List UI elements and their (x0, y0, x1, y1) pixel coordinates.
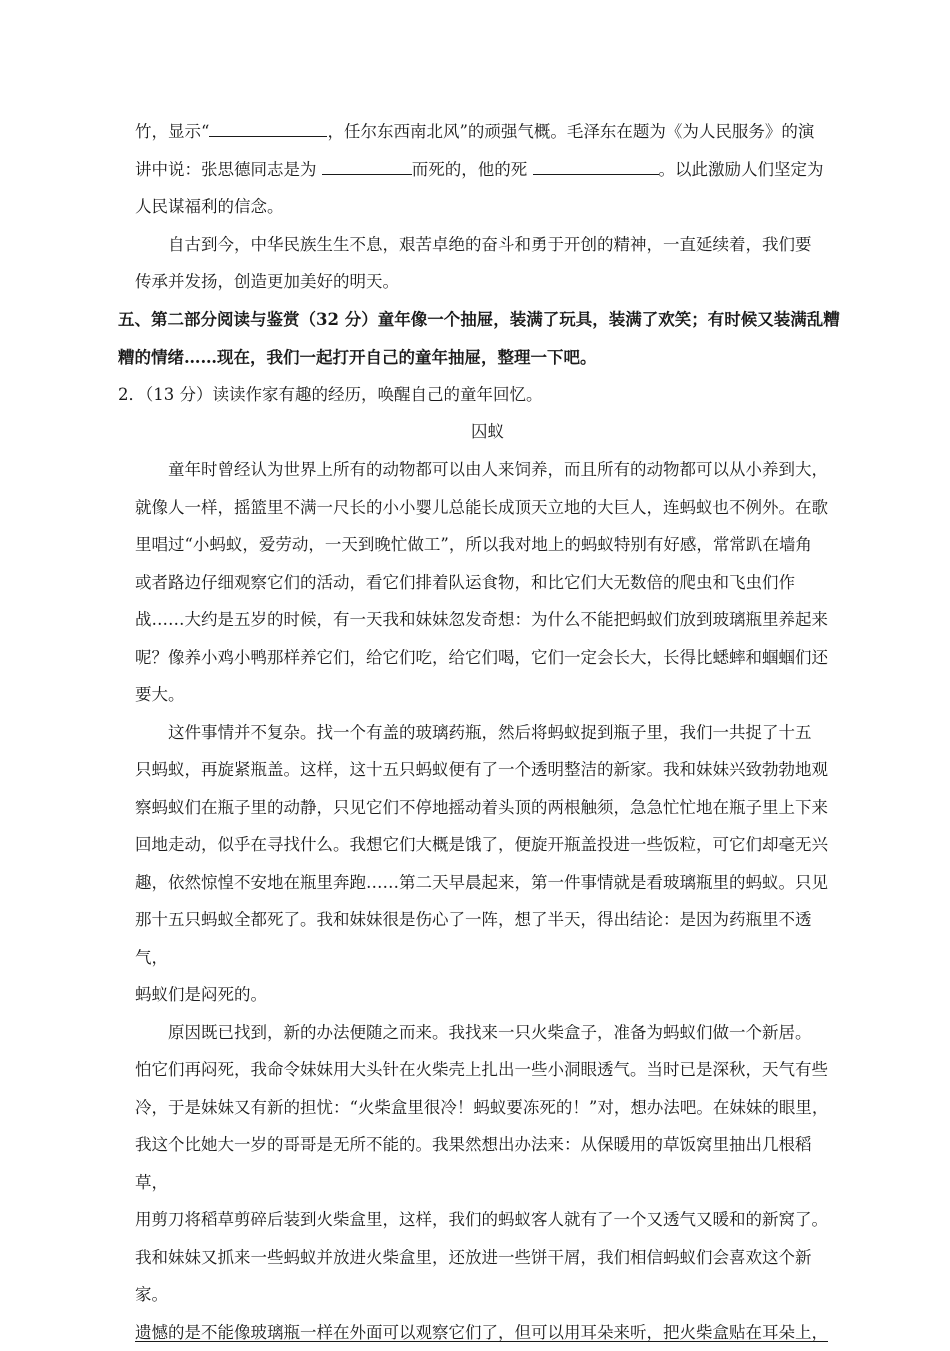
text-span: 。以此激励人们坚定为 (659, 160, 824, 179)
para-2-line: 那十五只蚂蚁全都死了。我和妹妹很是伤心了一阵，想了半天，得出结论：是因为药瓶里不透气， (135, 901, 840, 976)
fill-blank-2[interactable] (322, 157, 412, 175)
para-1-line: 里唱过“小蚂蚁，爱劳动，一天到晚忙做工”，所以我对地上的蚂蚁特别有好感，常常趴在墙角 (135, 526, 840, 564)
section-heading-line-2: 糟的情绪……现在，我们一起打开自己的童年抽屉，整理一下吧。 (118, 339, 848, 377)
para-3-line: 怕它们再闷死，我命令妹妹用大头针在火柴壳上扎出一些小洞眼透气。当时已是深秋，天气有些 (135, 1051, 840, 1089)
para-1-line: 要大。 (135, 676, 840, 714)
section-heading-line-1: 五、第二部分阅读与鉴赏（32 分）童年像一个抽屉，装满了玩具，装满了欢笑；有时候又装满乱糟 (118, 301, 848, 339)
para-2-line: 趣，依然惊惶不安地在瓶里奔跑……第二天早晨起来，第一件事情就是看玻璃瓶里的蚂蚁。只见 (135, 864, 840, 902)
text-span: ，任尔东西南北风”的顽强气概。毛泽东在题为《为人民服务》的演 (327, 122, 814, 141)
para-2-line: 这件事情并不复杂。找一个有盖的玻璃药瓶，然后将蚂蚁捉到瓶子里，我们一共捉了十五 (135, 714, 840, 752)
article-title: 囚蚁 (135, 413, 840, 451)
article-title-block (135, 413, 840, 451)
para-2-line: 回地走动，似乎在寻找什么。我想它们大概是饿了，便旋开瓶盖投进一些饭粒，可它们却毫无兴 (135, 826, 840, 864)
para-3-line: 用剪刀将稻草剪碎后装到火柴盒里，这样，我们的蚂蚁客人就有了一个又透气又暖和的新窝了。 (135, 1201, 840, 1239)
para-2-line: 蚂蚁们是闷死的。 (135, 976, 840, 1014)
para-1-line: 战……大约是五岁的时候，有一天我和妹妹忽发奇想：为什么不能把蚂蚁们放到玻璃瓶里养起来 (135, 601, 840, 639)
fill-blank-3[interactable] (533, 157, 659, 175)
para-1-line: 就像人一样，摇篮里不满一尺长的小小婴儿总能长成顶天立地的大巨人，连蚂蚁也不例外。在歌 (135, 489, 840, 527)
para-2-line: 只蚂蚁，再旋紧瓶盖。这样，这十五只蚂蚁便有了一个透明整洁的新家。我和妹妹兴致勃勃地观 (135, 751, 840, 789)
para-3-line: 我这个比她大一岁的哥哥是无所不能的。我果然想出办法来：从保暖用的草饭窝里抽出几根稻草， (135, 1126, 840, 1201)
para-3-line: 原因既已找到，新的办法便随之而来。我找来一只火柴盒子，准备为蚂蚁们做一个新居。 (135, 1014, 840, 1052)
para-1-line: 呢？像养小鸡小鸭那样养它们，给它们吃，给它们喝，它们一定会长大，长得比蟋蟀和蝈蝈们还 (135, 639, 840, 677)
fill-blank-1[interactable] (209, 119, 327, 137)
text-span: 竹，显示“ (135, 122, 209, 141)
para-3-line: 我和妹妹又抓来一些蚂蚁并放进火柴盒里，还放进一些饼干屑，我们相信蚂蚁们会喜欢这个新家。 (135, 1239, 840, 1314)
para2-line-1: 自古到今，中华民族生生不息，艰苦卓绝的奋斗和勇于开创的精神，一直延续着，我们要 (135, 226, 840, 264)
article-body (135, 451, 840, 1351)
para2-line-2: 传承并发扬，创造更加美好的明天。 (135, 263, 840, 301)
para-3-line: 冷，于是妹妹又有新的担忧：“火柴盒里很冷！蚂蚁要冻死的！”对，想办法吧。在妹妹的眼里， (135, 1089, 840, 1127)
para-2-line: 察蚂蚁们在瓶子里的动静，只见它们不停地摇动着头顶的两根触须，急急忙忙地在瓶子里上下来 (135, 789, 840, 827)
para-1-line: 童年时曾经认为世界上所有的动物都可以由人来饲养，而且所有的动物都可以从小养到大， (135, 451, 840, 489)
intro-block (135, 113, 840, 301)
intro-line-3: 人民谋福利的信念。 (135, 188, 840, 226)
para-1-line: 或者路边仔细观察它们的活动，看它们排着队运食物，和比它们大无数倍的爬虫和飞虫们作 (135, 564, 840, 602)
underlined-sentence: 遗憾的是不能像玻璃瓶一样在外面可以观察它们了，但可以用耳朵来听，把火柴盒贴在耳朵上， (135, 1314, 840, 1351)
question-2 (118, 376, 848, 414)
question-prompt: 2．（13 分）读读作家有趣的经历，唤醒自己的童年回忆。 (118, 376, 848, 414)
text-span: 而死的，他的死 (412, 160, 533, 179)
intro-line-1 (135, 113, 840, 151)
intro-line-2 (135, 151, 840, 189)
text-span: 讲中说：张思德同志是为 (135, 160, 322, 179)
section-five-heading (118, 301, 848, 376)
